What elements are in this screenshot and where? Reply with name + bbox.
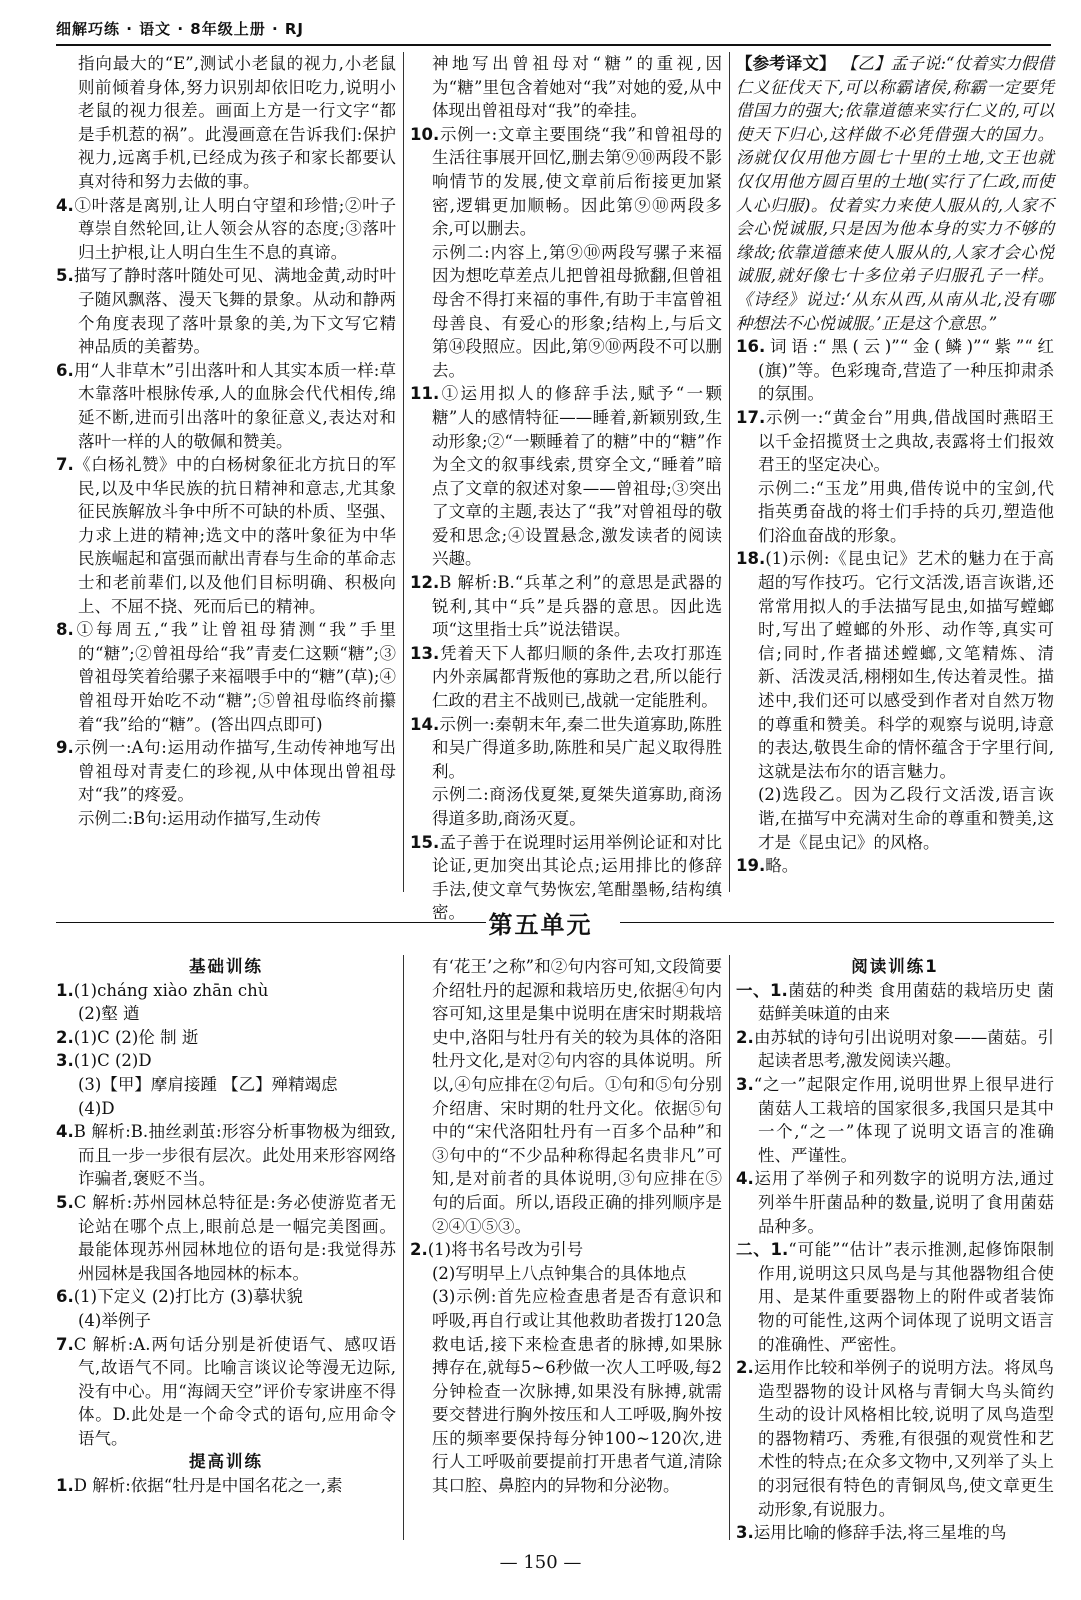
answer-paragraph <box>56 359 396 453</box>
top-column-2 <box>410 52 722 925</box>
answer-text: 略。 <box>765 856 799 876</box>
answer-number: 1. <box>56 980 74 1000</box>
answer-number: 5. <box>56 1192 74 1212</box>
answer-number: 13. <box>410 643 440 663</box>
answer-text: 示例二:B句:运用动作描写,生动传 <box>78 809 321 828</box>
answer-text: 示例一:“黄金台”用典,借战国时燕昭王以千金招揽贤士之典故,表露将士们报效君王的坚定决心。 <box>758 407 1054 475</box>
answer-text: 示例一:A句:运用动作描写,生动传神地写出曾祖母对青麦仁的珍视,从中体现出曾祖母对“我”的疼爱。 <box>73 738 396 805</box>
bottom-column-3 <box>736 955 1054 1545</box>
answer-text: ①运用拟人的修辞手法,赋予“一颗糖”人的感情特征——睡着,新颖别致,生动形象;②“一颗睡着了的糖”中的“糖”作为全文的叙事线索,贯穿全文,“睡着”暗点了文章的叙述对象——曾祖母;③突出了文章的主题,表达了“我”对曾祖母的敬爱和思念;④设置悬念,激发读者的阅读兴趣。 <box>432 384 722 569</box>
answer-text: (1)将书名号改为引号 <box>427 1240 584 1260</box>
answer-paragraph <box>410 713 722 784</box>
answer-paragraph <box>56 1073 396 1097</box>
answer-paragraph <box>410 642 722 713</box>
answer-text: (4)D <box>78 1098 115 1118</box>
answer-number: 3. <box>56 1051 74 1071</box>
answer-number: 9. <box>56 738 74 758</box>
answer-number: 10. <box>410 124 440 144</box>
answer-text: 词语:“黑(云)”“金(鳞)”“紫”“红(旗)”等。色彩瑰奇,营造了一种压抑肃杀的氛围。 <box>758 337 1054 404</box>
answer-paragraph <box>410 52 722 123</box>
answer-paragraph <box>56 1285 396 1309</box>
answer-text: (4)举例子 <box>78 1310 151 1330</box>
answer-text: (2)选段乙。因为乙段行文活泼,语言诙谐,在描写中充满对生命的尊重和赞美,这才是《昆虫记》的风格。 <box>758 785 1054 852</box>
answer-number: 19. <box>736 856 766 876</box>
answer-number: 一、1. <box>736 980 788 1000</box>
answer-number: 15. <box>410 832 440 852</box>
answer-paragraph <box>410 123 722 241</box>
answer-number: 2. <box>736 1027 754 1047</box>
answer-text: 神地写出曾祖母对“糖”的重视,因为“糖”里包含着她对“我”对她的爱,从中体现出曾祖母对“我”的牵挂。 <box>432 54 722 121</box>
answer-text: (1)C (2)D <box>73 1051 152 1071</box>
answer-text: 示例一:文章主要围绕“我”和曾祖母的生活往事展开回忆,删去第⑨⑩两段不影响情节的发展,使文章前后衔接更加紧密,逻辑更加顺畅。因此第⑨⑩两段多余,可以删去。 <box>432 124 722 239</box>
answer-text: (3)示例:首先应检查患者是否有意识和呼吸,再自行或让其他救助者拨打120急救电话,接下来检查患者的脉搏,如果脉搏存在,就每5~6秒做一次人工呼吸,每2分钟检查一次脉搏,如果没有脉搏,就需要交替进行胸外按压和人工呼吸,胸外按压的频率要保持每分钟100~120次,进行人工呼吸前要提前打开患者气道,清除其口腔、鼻腔内的异物和分泌物。 <box>432 1287 722 1496</box>
page-number: — 150 — <box>499 1552 582 1573</box>
answer-number: 3. <box>736 1074 754 1094</box>
bottom-column-1 <box>56 955 396 1498</box>
top-column-3 <box>736 52 1054 878</box>
answer-text: “之一”起限定作用,说明世界上很早进行菌菇人工栽培的国家很多,我国只是其中一个,“之一”体现了说明文语言的准确性、严谨性。 <box>753 1074 1054 1165</box>
answer-text: 由苏轼的诗句引出说明对象——菌菇。引起读者思考,激发阅读兴趣。 <box>753 1027 1054 1071</box>
answer-number: 14. <box>410 714 440 734</box>
answer-number: 2. <box>56 1027 74 1047</box>
answer-number: 3. <box>736 1523 754 1543</box>
answer-text: 运用比喻的修辞手法,将三星堆的鸟 <box>753 1523 1007 1543</box>
answer-number: 16. <box>736 337 766 357</box>
answer-paragraph <box>56 1191 396 1285</box>
answer-text: D 解析:依据“牡丹是中国名花之一,素 <box>73 1476 343 1496</box>
answer-paragraph <box>736 979 1054 1026</box>
answer-text: B 解析:B.“兵革之利”的意思是武器的锐利,其中“兵”是兵器的意思。因此选项“这里指士兵”说法错误。 <box>432 573 722 640</box>
answer-text: 凭着天下人都归顺的条件,去攻打那连内外亲属都背叛他的寡助之君,所以能行仁政的君主不战则已,战就一定能胜利。 <box>432 643 722 711</box>
answer-number: 6. <box>56 1287 74 1307</box>
answer-paragraph <box>56 1333 396 1451</box>
column-divider <box>403 52 404 892</box>
answer-paragraph <box>56 1049 396 1073</box>
column-divider <box>403 955 404 1540</box>
section-title-reading: 阅读训练1 <box>851 957 939 976</box>
answer-number: 4. <box>736 1169 754 1189</box>
answer-paragraph <box>56 618 396 736</box>
answer-text: (2)壑 遒 <box>78 1004 140 1024</box>
answer-number: 17. <box>736 407 766 427</box>
answer-text: 有‘花王’之称”和②句内容可知,文段简要介绍牡丹的起源和栽培历史,依据④句内容可知,这里是集中说明在唐宋时期栽培史中,洛阳与牡丹有关的较为具体的洛阳牡丹文化,是对②句内容的具体说明。所以,④句应排在②句后。①句和⑤句分别介绍唐、宋时期的牡丹文化。依据⑤句中的“宋代洛阳牡丹有一百多个品种”和③句中的“不少品种称得起名贵非凡”可知,是对前者的具体说明,③句应排在⑤句的后面。所以,语段正确的排列顺序是②④①⑤③。 <box>432 957 722 1236</box>
answer-text: (2)写明早上八点钟集合的具体地点 <box>432 1263 687 1283</box>
answer-text: 示例二:商汤伐夏桀,夏桀失道寡助,商汤得道多助,商汤灭夏。 <box>432 785 722 828</box>
answer-text: C 解析:苏州园林总特征是:务必使游览者无论站在哪个点上,眼前总是一幅完美图画。最能体现苏州园林地位的语句是:我觉得苏州园林是我国各地园林的标本。 <box>73 1192 396 1283</box>
answer-number: 4. <box>56 195 74 215</box>
answer-paragraph <box>56 1002 396 1026</box>
answer-text: (1)示例:《昆虫记》艺术的魅力在于高超的写作技巧。它行文活泼,语言诙谐,还常常用拟人的手法描写昆虫,如描写螳螂时,写出了螳螂的外形、动作等,真实可信;同时,作者描述螳螂,文笔精炼、清新、活泼灵活,栩栩如生,传达着灵性。描述中,我们还可以感受到作者对自然万物的尊重和赞美。科学的观察与说明,诗意的表达,敬畏生命的情怀蕴含于字里行间,这就是法布尔的语言魅力。 <box>758 549 1054 781</box>
answer-paragraph <box>56 52 396 194</box>
answer-text: 菌菇的种类 食用菌菇的栽培历史 菌菇鲜美味道的由来 <box>758 980 1055 1024</box>
answer-paragraph <box>56 1026 396 1050</box>
section-title-advanced: 提高训练 <box>189 1452 263 1472</box>
answer-paragraph <box>736 335 1054 406</box>
column-divider <box>729 955 730 1540</box>
answer-paragraph <box>56 736 396 807</box>
answer-paragraph <box>56 1309 396 1333</box>
answer-text: 示例二:“玉龙”用典,借传说中的宝剑,代指英勇奋战的将士们手持的兵刃,塑造他们浴血奋战的形象。 <box>758 478 1054 545</box>
unit-title: 第五单元 <box>488 911 593 939</box>
answer-paragraph <box>736 783 1054 854</box>
column-divider <box>729 52 730 892</box>
answer-number: 7. <box>56 455 74 475</box>
reference-translation-title: 【参考译文】 <box>736 54 836 73</box>
answer-paragraph <box>56 979 396 1003</box>
answer-text: 孟子善于在说理时运用举例论证和对比论证,更加突出其论点;运用排比的修辞手法,使文章气势恢宏,笔酣墨畅,结构缜密。 <box>432 832 722 923</box>
answer-paragraph <box>736 1167 1054 1238</box>
unit-rule-right <box>620 922 1054 923</box>
answer-paragraph <box>410 382 722 571</box>
answer-number: 7. <box>56 1334 74 1354</box>
answer-paragraph <box>736 547 1054 783</box>
answer-text: 示例一:秦朝末年,秦二世失道寡助,陈胜和吴广得道多助,陈胜和吴广起义取得胜利。 <box>432 714 722 781</box>
answer-paragraph <box>410 571 722 642</box>
answer-text: (1)下定义 (2)打比方 (3)摹状貌 <box>73 1287 303 1307</box>
answer-text: 示例二:内容上,第⑨⑩两段写骡子来福因为想吃草差点儿把曾祖母掀翻,但曾祖母舍不得打来福的事件,有助于丰富曾祖母善良、有爱心的形象;结构上,与后文第⑭段照应。因此,第⑨⑩两段不可以删去。 <box>432 242 722 380</box>
answer-text: 运用作比较和举例子的说明方法。将凤鸟造型器物的设计风格与青铜大鸟头简约生动的设计风格相比较,说明了凤鸟造型的器物精巧、秀雅,有很强的观赏性和艺术性的特点;在众多文物中,又列举了头上的羽冠很有特色的青铜凤鸟,使文章更生动形象,有说服力。 <box>753 1358 1054 1519</box>
answer-paragraph <box>410 1262 722 1286</box>
answer-paragraph <box>410 1285 722 1497</box>
section-title-basic: 基础训练 <box>189 957 263 976</box>
answer-text: 《白杨礼赞》中的白杨树象征北方抗日的军民,以及中华民族的抗日精神和意志,尤其象征民族解放斗争中所不可缺的朴质、坚强、力求上进的精神;选文中的落叶象征为中华民族崛起和富强而献出青春与生命的革命志士和老前辈们,以及他们目标明确、积极向上、不屈不挠、死而后已的精神。 <box>73 455 396 616</box>
answer-paragraph <box>56 1097 396 1121</box>
answer-text: ①每周五,“我”让曾祖母猜测“我”手里的“糖”;②曾祖母给“我”青麦仁这颗“糖”;③曾祖母笑着给骡子来福喂手中的“糖”(草);④曾祖母开始吃不动“糖”;⑤曾祖母临终前攥着“我”给的“糖”。(答出四点即可) <box>73 620 396 734</box>
bottom-column-2 <box>410 955 722 1498</box>
answer-paragraph <box>736 1521 1054 1545</box>
reference-translation-text: 【乙】孟子说:“仗着实力假借仁义征伐天下,可以称霸诸侯,称霸一定要凭借国力的强大;依靠道德来实行仁义的,可以使天下归心,这样做不必凭借强大的国力。汤就仅仅用他方圆七十里的土地,文王也就仅仅用他方圆百里的土地(实行了仁政,而使人心归服)。仗着实力来使人服从的,人家不会心悦诚服,只是因为他本身的实力不够的缘故;依靠道德来使人服从的,人家才会心悦诚服,就好像七十多位弟子归服孔子一样。《诗经》说过:‘从东从西,从南从北,没有哪种想法不心悦诚服。’正是这个意思。” <box>736 54 1055 333</box>
answer-number: 二、1. <box>736 1240 789 1260</box>
answer-text: B 解析:B.抽丝剥茧:形容分析事物极为细致,而且一步一步很有层次。此处用来形容网络诈骗者,褒贬不当。 <box>73 1122 396 1189</box>
answer-text: (1)chánɡ xiào zhān chù <box>73 980 269 1000</box>
answer-text: (1)C (2)伦 制 逝 <box>73 1027 199 1047</box>
answer-paragraph <box>410 241 722 383</box>
answer-number: 2. <box>736 1358 754 1378</box>
reading-answers <box>736 979 1054 1545</box>
answer-paragraph <box>56 1120 396 1191</box>
basic-answers <box>56 979 396 1451</box>
answer-text: C 解析:A.两句话分别是祈使语气、感叹语气,故语气不同。比喻言谈议论等漫无边际,没有中心。用“海阔天空”评价专家讲座不得体。D.此处是一个命令式的语句,应用命令语气。 <box>73 1334 396 1448</box>
running-header: 细解巧练 · 语文 · 8年级上册 · RJ <box>56 20 304 38</box>
answer-paragraph <box>410 1238 722 1262</box>
answer-text: 描写了静时落叶随处可见、满地金黄,动时叶子随风飘落、漫天飞舞的景象。从动和静两个角度表现了落叶景象的美,为下文写它精神品质的美蓄势。 <box>73 266 396 357</box>
answer-paragraph <box>736 1026 1054 1073</box>
answer-number: 5. <box>56 266 74 286</box>
answer-paragraph <box>736 1073 1054 1167</box>
answer-paragraph <box>56 264 396 358</box>
answer-number: 4. <box>56 1122 74 1142</box>
answer-text: 用“人非草木”引出落叶和人其实本质一样:草木靠落叶根脉传承,人的血脉会代代相传,绵延不断,进而引出落叶的象征意义,表达对和落叶一样的人的敬佩和赞美。 <box>73 360 396 451</box>
answer-paragraph <box>56 807 396 831</box>
top-column-1 <box>56 52 396 831</box>
answer-paragraph <box>736 1238 1054 1356</box>
advanced-answers <box>56 1474 396 1498</box>
answer-paragraph <box>56 194 396 265</box>
answer-number: 6. <box>56 360 74 380</box>
answer-number: 1. <box>56 1476 74 1496</box>
answer-number: 2. <box>410 1240 428 1260</box>
answer-text: 指向最大的“E”,测试小老鼠的视力,小老鼠则前倾着身体,努力识别却依旧吃力,说明小老鼠的视力很差。画面上方是一行文字“都是手机惹的祸”。此漫画意在告诉我们:保护视力,远离手机,已经成为孩子和家长都要认真对待和努力去做的事。 <box>78 54 396 191</box>
answer-number: 8. <box>56 620 74 640</box>
answer-paragraph <box>410 783 722 830</box>
answer-number: 18. <box>736 549 766 569</box>
answer-paragraph <box>56 1474 396 1498</box>
header-rule <box>56 44 1051 46</box>
answer-text: (3)【甲】摩肩接踵 【乙】殚精竭虑 <box>78 1074 338 1094</box>
answer-paragraph <box>736 477 1054 548</box>
answer-text: ①叶落是离别,让人明白守望和珍惜;②叶子尊崇自然轮回,让人领会从容的态度;③落叶归土护根,让人明白生生不息的真谛。 <box>73 195 396 262</box>
answer-text: 运用了举例子和列数字的说明方法,通过列举牛肝菌品种的数量,说明了食用菌菇品种多。 <box>753 1169 1054 1236</box>
answer-number: 12. <box>410 573 440 593</box>
top-column-3-answers <box>736 335 1054 878</box>
reference-translation <box>736 52 1054 335</box>
answer-number: 11. <box>410 384 440 404</box>
answer-paragraph <box>410 955 722 1238</box>
answer-paragraph <box>736 406 1054 477</box>
answer-paragraph <box>56 453 396 618</box>
answer-text: “可能”“估计”表示推测,起修饰限制作用,说明这只凤鸟是与其他器物组合使用、是某件重要器物上的附件或者装饰物的可能性,这两个词体现了说明文语言的准确性、严密性。 <box>758 1240 1054 1354</box>
answer-paragraph <box>736 854 1054 878</box>
answer-paragraph <box>736 1356 1054 1521</box>
